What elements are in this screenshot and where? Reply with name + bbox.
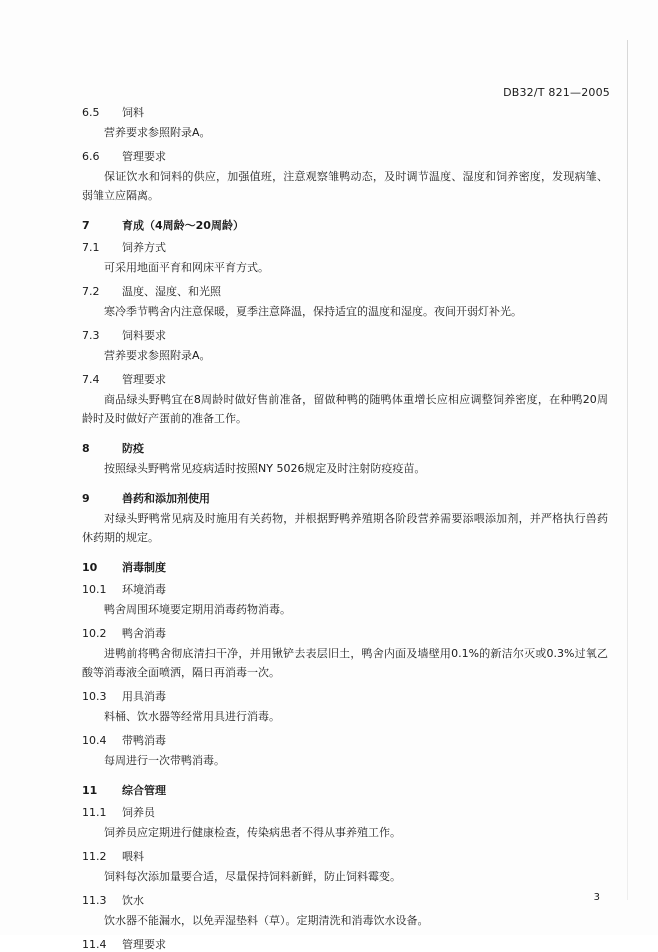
section-title: 管理要求: [122, 150, 166, 163]
section-paragraph: 按照绿头野鸭常见疫病适时按照NY 5026规定及时注射防疫疫苗。: [104, 462, 426, 475]
document-code: DB32/T 821—2005: [503, 86, 610, 99]
section-paragraph: 保证饮水和饲料的供应，加强值班，注意观察雏鸭动态，及时调节温度、湿度和饲养密度，发现病雏、弱雏立应隔离。: [82, 170, 608, 202]
section-title: 饲养员: [122, 806, 155, 819]
section-paragraph: 鸭舍周围环境要定期用消毒药物消毒。: [104, 603, 291, 616]
section-heading: [82, 561, 608, 575]
page-edge-shadow: [627, 40, 628, 900]
section-heading: [82, 938, 608, 952]
section-heading: [82, 627, 608, 641]
section-title: 兽药和添加剂使用: [122, 492, 210, 505]
section-paragraph: 营养要求参照附录A。: [104, 126, 211, 139]
section-paragraph: 对绿头野鸭常见病及时施用有关药物，并根据野鸭养殖期各阶段营养需要添喂添加剂，并严格执行兽药休药期的规定。: [82, 512, 608, 544]
section-heading: [82, 492, 608, 506]
section-number: 7.4: [82, 373, 100, 386]
section-title: 饲料要求: [122, 329, 166, 342]
section-paragraph: 可采用地面平育和网床平育方式。: [104, 261, 269, 274]
section-title: 饲料: [122, 106, 144, 119]
document-body: [82, 98, 608, 952]
section-number: 7.3: [82, 329, 100, 342]
section-heading: [82, 373, 608, 387]
section-paragraph: 饲养员应定期进行健康检查，传染病患者不得从事养殖工作。: [104, 826, 401, 839]
section-heading: [82, 784, 608, 798]
section-title: 带鸭消毒: [122, 734, 166, 747]
section-paragraph: 料桶、饮水器等经常用具进行消毒。: [104, 710, 280, 723]
section-heading: [82, 894, 608, 908]
section-paragraph: 每周进行一次带鸭消毒。: [104, 754, 225, 767]
section-number: 11.1: [82, 806, 107, 819]
section-title: 消毒制度: [122, 561, 166, 574]
section-heading: [82, 850, 608, 864]
section-number: 11.2: [82, 850, 107, 863]
section-title: 管理要求: [122, 373, 166, 386]
section-paragraph: 商品绿头野鸭宜在8周龄时做好售前准备，留做种鸭的随鸭体重增长应相应调整饲养密度，在种鸭20周龄时及时做好产蛋前的准备工作。: [82, 393, 608, 425]
section-number: 10.2: [82, 627, 107, 640]
section-number: 10.1: [82, 583, 107, 596]
section-title: 环境消毒: [122, 583, 166, 596]
section-paragraph: 寒冷季节鸭舍内注意保暖，夏季注意降温，保持适宜的温度和湿度。夜间开弱灯补光。: [104, 305, 522, 318]
section-number: 10: [82, 561, 98, 574]
section-number: 6.6: [82, 150, 100, 163]
section-number: 11: [82, 784, 98, 797]
section-number: 11.4: [82, 938, 107, 951]
section-title: 温度、湿度、和光照: [122, 285, 221, 298]
section-number: 8: [82, 442, 90, 455]
section-heading: [82, 106, 608, 120]
section-title: 饮水: [122, 894, 144, 907]
section-title: 育成（4周龄～20周龄）: [122, 219, 244, 232]
section-title: 用具消毒: [122, 690, 166, 703]
section-paragraph: 营养要求参照附录A。: [104, 349, 211, 362]
section-title: 鸭舍消毒: [122, 627, 166, 640]
section-number: 7: [82, 219, 90, 232]
section-heading: [82, 241, 608, 255]
section-number: 11.3: [82, 894, 107, 907]
section-number: 10.3: [82, 690, 107, 703]
section-number: 9: [82, 492, 90, 505]
section-heading: [82, 150, 608, 164]
section-number: 7.2: [82, 285, 100, 298]
section-heading: [82, 583, 608, 597]
section-heading: [82, 442, 608, 456]
section-paragraph: 进鸭前将鸭舍彻底清扫干净，并用锹铲去表层旧土，鸭舍内面及墙壁用0.1%的新洁尔灭或0.3%过氧乙酸等消毒液全面喷洒，隔日再消毒一次。: [82, 647, 608, 679]
section-number: 10.4: [82, 734, 107, 747]
page-number: 3: [593, 892, 600, 903]
section-title: 综合管理: [122, 784, 166, 797]
section-heading: [82, 734, 608, 748]
section-heading: [82, 219, 608, 233]
section-heading: [82, 690, 608, 704]
section-heading: [82, 806, 608, 820]
section-title: 饲养方式: [122, 241, 166, 254]
section-title: 喂料: [122, 850, 144, 863]
section-paragraph: 饮水器不能漏水，以免弄湿垫料（草）。定期清洗和消毒饮水设备。: [104, 914, 429, 927]
section-title: 防疫: [122, 442, 144, 455]
section-paragraph: 饲料每次添加量要合适，尽量保持饲料新鲜，防止饲料霉变。: [104, 870, 401, 883]
section-number: 6.5: [82, 106, 100, 119]
section-number: 7.1: [82, 241, 100, 254]
section-heading: [82, 285, 608, 299]
section-title: 管理要求: [122, 938, 166, 951]
section-heading: [82, 329, 608, 343]
